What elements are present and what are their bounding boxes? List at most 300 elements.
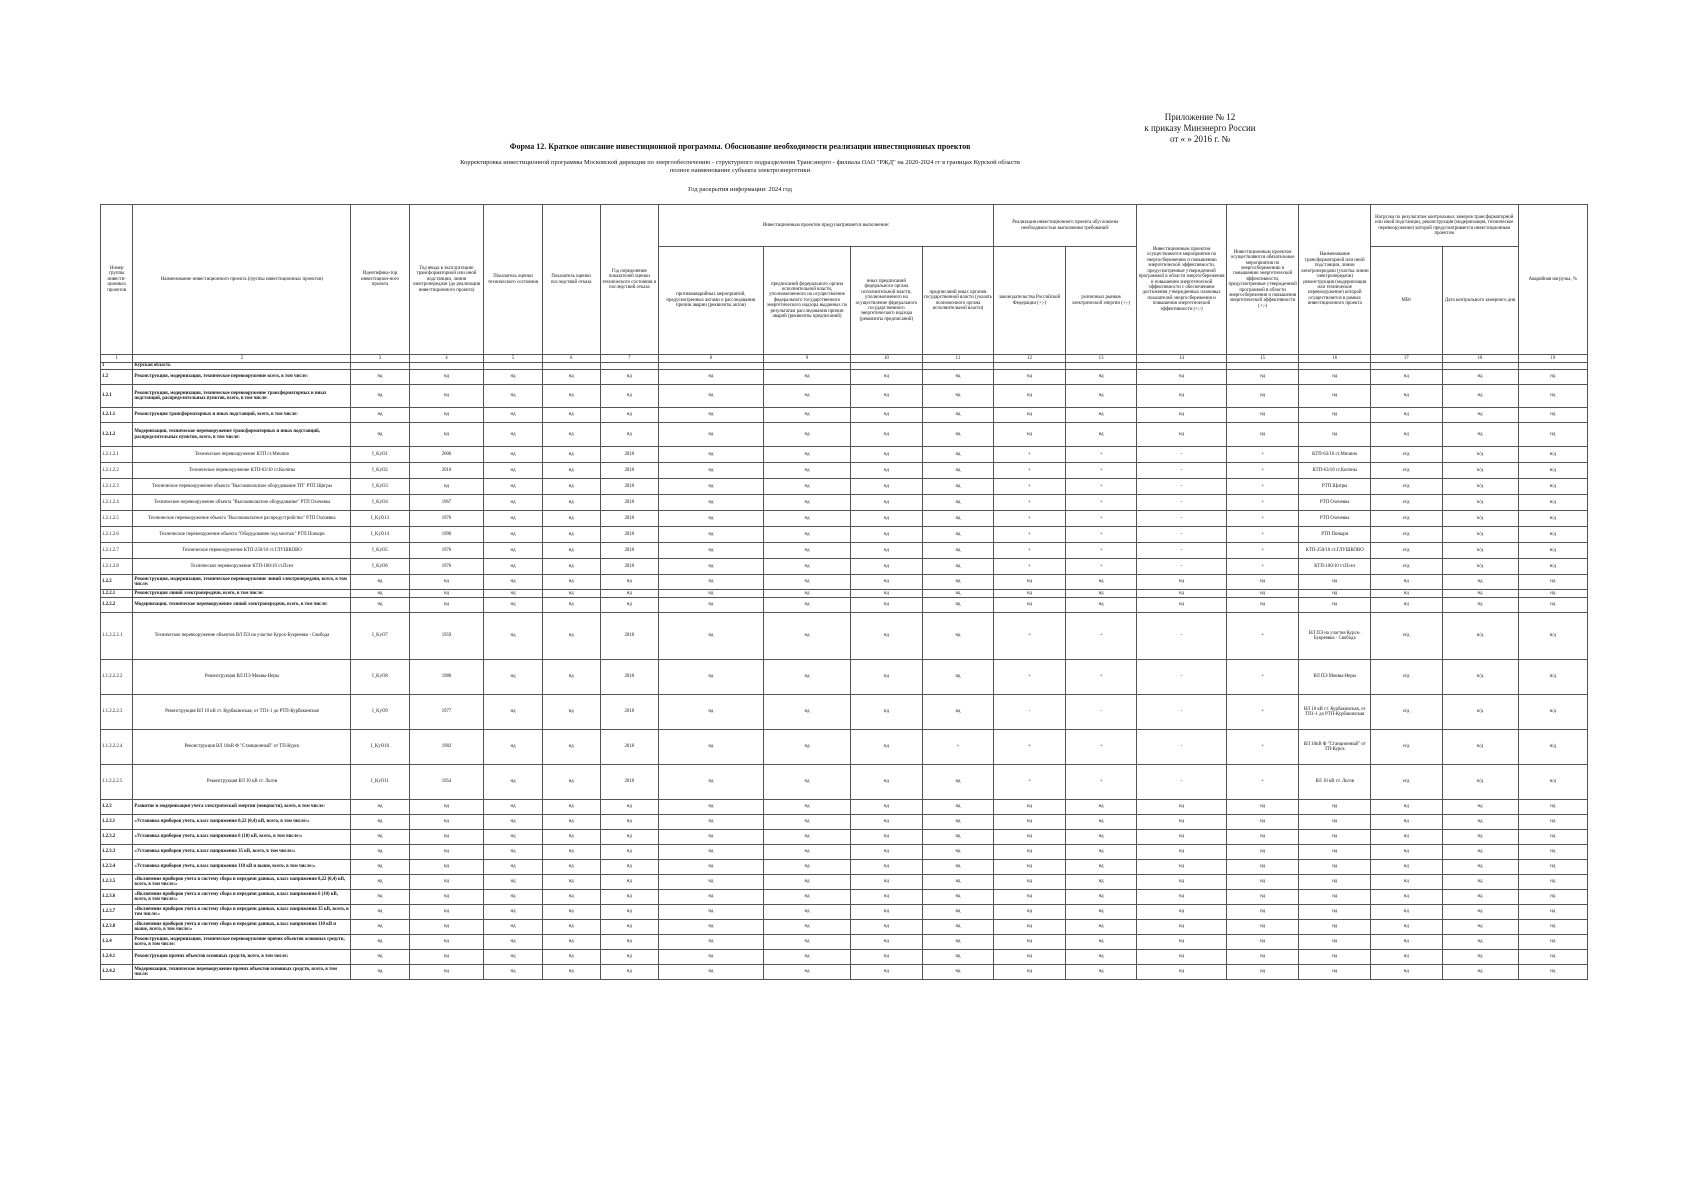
row-cell: нд bbox=[600, 920, 658, 935]
row-cell: нд bbox=[763, 905, 850, 920]
row-cell: нд bbox=[600, 815, 658, 830]
row-cell: нд bbox=[351, 890, 409, 905]
row-cell: н/д bbox=[1518, 730, 1587, 765]
row-cell: нд bbox=[1137, 598, 1226, 613]
row-cell: нд bbox=[484, 845, 542, 860]
row-cell: нд bbox=[922, 447, 994, 463]
row-cell: нд bbox=[1370, 965, 1442, 980]
row-cell bbox=[600, 363, 658, 370]
row-cell: нд bbox=[484, 613, 542, 660]
row-code: 1.2.1.2.8 bbox=[101, 559, 133, 575]
header-col13: розничных рынков электрической энергии (+;-) bbox=[1065, 247, 1137, 355]
row-cell: нд bbox=[658, 845, 763, 860]
row-cell: нд bbox=[851, 543, 923, 559]
row-cell: н/д bbox=[1518, 527, 1587, 543]
header-col14: Инвестиционным проектом осуществляются мероприятия по энергосбережению и повышению энергетической эффективности, предусмотренные утвержденной программой в области энергосбережения и повышения энергетической эффективности с обеспечением достижения утвержденных плановых показателей энергосбережения и повышения энергетической эффективности (+;-) bbox=[1137, 205, 1226, 355]
subtitle-line-2: полное наименование субъекта электроэнергетики bbox=[669, 167, 811, 174]
row-cell: 1967 bbox=[409, 495, 484, 511]
row-cell: н/д bbox=[1370, 765, 1442, 800]
row-cell: н/д bbox=[1518, 543, 1587, 559]
row-cell: - bbox=[1137, 613, 1226, 660]
row-cell: + bbox=[1226, 660, 1299, 695]
row-cell: нд bbox=[1226, 890, 1299, 905]
row-cell: нд bbox=[484, 935, 542, 950]
row-cell: + bbox=[1226, 730, 1299, 765]
row-cell: нд bbox=[851, 875, 923, 890]
column-number: 14 bbox=[1137, 355, 1226, 363]
row-cell: нд bbox=[1370, 598, 1442, 613]
row-cell: нд bbox=[994, 385, 1066, 408]
row-cell: нд bbox=[1518, 830, 1587, 845]
row-cell: нд bbox=[851, 730, 923, 765]
row-name: Реконструкция, модернизация, техническое перевооружение трансформаторных и иных подстанций, распределительных пунктов, всего, в том числе: bbox=[133, 385, 351, 408]
row-cell: н/д bbox=[1370, 660, 1442, 695]
row-cell: 1976 bbox=[409, 543, 484, 559]
row-cell: нд bbox=[484, 890, 542, 905]
row-cell: нд bbox=[922, 950, 994, 965]
row-cell: + bbox=[1065, 559, 1137, 575]
row-cell: нд bbox=[600, 905, 658, 920]
table-body bbox=[101, 363, 1588, 980]
row-cell: нд bbox=[994, 935, 1066, 950]
row-cell: нд bbox=[994, 965, 1066, 980]
row-code: 1.2.1 bbox=[101, 385, 133, 408]
row-code: 1.2.4.2 bbox=[101, 965, 133, 980]
row-cell: нд bbox=[484, 695, 542, 730]
row-cell: нд bbox=[922, 845, 994, 860]
row-cell: нд bbox=[658, 590, 763, 598]
row-cell: нд bbox=[851, 905, 923, 920]
row-cell: нд bbox=[658, 890, 763, 905]
row-cell: нд bbox=[1442, 965, 1518, 980]
row-cell: нд bbox=[1137, 815, 1226, 830]
row-cell: нд bbox=[600, 423, 658, 447]
row-cell: нд bbox=[484, 590, 542, 598]
row-cell: нд bbox=[351, 800, 409, 815]
row-cell: нд bbox=[763, 660, 850, 695]
row-cell: нд bbox=[922, 920, 994, 935]
row-code: 1.2.3.6 bbox=[101, 890, 133, 905]
row-cell: нд bbox=[922, 905, 994, 920]
row-cell: нд bbox=[600, 890, 658, 905]
row-cell: + bbox=[1226, 613, 1299, 660]
investment-table bbox=[100, 204, 1588, 980]
row-cell: + bbox=[994, 447, 1066, 463]
row-cell: нд bbox=[1518, 800, 1587, 815]
row-cell: нд bbox=[1299, 875, 1371, 890]
row-cell: + bbox=[994, 613, 1066, 660]
row-cell: нд bbox=[409, 575, 484, 590]
row-cell: нд bbox=[658, 730, 763, 765]
row-cell: - bbox=[1137, 447, 1226, 463]
row-cell: нд bbox=[658, 408, 763, 423]
row-cell: нд bbox=[922, 559, 994, 575]
row-cell: нд bbox=[1137, 920, 1226, 935]
row-cell: I_KyO9 bbox=[351, 695, 409, 730]
row-cell: + bbox=[994, 479, 1066, 495]
row-name: Техническое перевооружение объекта "Высоковольтное оборудование" РТП Охочевка bbox=[133, 495, 351, 511]
row-cell: нд bbox=[1442, 860, 1518, 875]
row-name: «Установка приборов учета, класс напряжения 35 кВ, всего, в том числе:» bbox=[133, 845, 351, 860]
row-cell: нд bbox=[994, 950, 1066, 965]
row-cell: нд bbox=[1442, 800, 1518, 815]
row-cell: - bbox=[1137, 543, 1226, 559]
row-cell: 2018 bbox=[600, 495, 658, 511]
row-cell: нд bbox=[1442, 598, 1518, 613]
row-cell: нд bbox=[542, 598, 600, 613]
table-row bbox=[101, 527, 1588, 543]
row-code: 1.2.1.2.3 bbox=[101, 479, 133, 495]
row-cell: - bbox=[1137, 511, 1226, 527]
row-cell: н/д bbox=[1518, 613, 1587, 660]
row-cell: нд bbox=[600, 935, 658, 950]
row-cell: нд bbox=[922, 800, 994, 815]
row-cell: нд bbox=[1137, 860, 1226, 875]
row-cell: нд bbox=[658, 860, 763, 875]
row-cell: нд bbox=[1299, 598, 1371, 613]
row-cell: н/д bbox=[1442, 495, 1518, 511]
table-row bbox=[101, 815, 1588, 830]
row-cell: нд bbox=[763, 575, 850, 590]
row-name: Модернизация, техническое перевооружение линий электропередачи, всего, в том числе: bbox=[133, 598, 351, 613]
row-cell: н/д bbox=[1442, 527, 1518, 543]
row-cell: нд bbox=[658, 598, 763, 613]
row-cell: нд bbox=[763, 920, 850, 935]
row-cell: нд bbox=[1137, 800, 1226, 815]
row-code: 1.2.3.8 bbox=[101, 920, 133, 935]
row-code: 1.2.1.2.1 bbox=[101, 447, 133, 463]
column-number: 5 bbox=[484, 355, 542, 363]
row-cell: нд bbox=[1226, 935, 1299, 950]
row-cell: нд bbox=[542, 890, 600, 905]
row-cell: нд bbox=[1370, 575, 1442, 590]
row-cell: нд bbox=[658, 423, 763, 447]
row-cell: нд bbox=[600, 598, 658, 613]
row-cell: нд bbox=[851, 590, 923, 598]
row-cell: нд bbox=[1065, 370, 1137, 385]
header-failure-risk: Показатель оценки последствий отказа bbox=[542, 205, 600, 355]
row-cell bbox=[994, 363, 1066, 370]
row-cell: 2018 bbox=[600, 559, 658, 575]
row-name: Модернизация, техническое перевооружение трансформаторных и иных подстанций, распределительных пунктов, всего, в том числе: bbox=[133, 423, 351, 447]
row-cell: 2018 bbox=[600, 695, 658, 730]
row-cell: н/д bbox=[1518, 695, 1587, 730]
row-name: Техническое перевооружение объекта "Оборудование под монтаж" РТП Поныри bbox=[133, 527, 351, 543]
row-cell: нд bbox=[851, 660, 923, 695]
row-cell: нд bbox=[409, 598, 484, 613]
row-cell: нд bbox=[484, 905, 542, 920]
row-cell: 1970 bbox=[409, 511, 484, 527]
row-cell: н/д bbox=[1442, 730, 1518, 765]
row-cell: нд bbox=[658, 695, 763, 730]
row-cell: нд bbox=[1442, 875, 1518, 890]
row-cell: нд bbox=[409, 423, 484, 447]
row-name: Реконструкция ВЛ 10 кВ ст. Льгов bbox=[133, 765, 351, 800]
row-cell: нд bbox=[658, 765, 763, 800]
row-cell: нд bbox=[994, 590, 1066, 598]
row-cell: нд bbox=[484, 385, 542, 408]
row-cell: нд bbox=[1518, 598, 1587, 613]
row-cell: нд bbox=[922, 935, 994, 950]
row-cell: нд bbox=[851, 447, 923, 463]
row-code: 1.1.2.2.2.5 bbox=[101, 765, 133, 800]
row-cell: нд bbox=[763, 423, 850, 447]
row-cell: нд bbox=[484, 875, 542, 890]
row-cell: + bbox=[1065, 543, 1137, 559]
row-cell: - bbox=[1137, 765, 1226, 800]
form-subtitle bbox=[360, 159, 1120, 175]
row-cell: нд bbox=[600, 845, 658, 860]
row-cell: нд bbox=[542, 905, 600, 920]
row-cell: нд bbox=[658, 935, 763, 950]
form-title: Форма 12. Краткое описание инвестиционной программы. Обоснование необходимости реализации инвестиционных проектов bbox=[509, 142, 971, 151]
table-row bbox=[101, 613, 1588, 660]
row-name: «Установка приборов учета, класс напряжения 6 (10) кВ, всего, в том числе:» bbox=[133, 830, 351, 845]
row-cell: нд bbox=[1137, 590, 1226, 598]
row-cell: н/д bbox=[1518, 447, 1587, 463]
row-cell: нд bbox=[1065, 905, 1137, 920]
row-cell: нд bbox=[658, 370, 763, 385]
table-row bbox=[101, 950, 1588, 965]
row-code: 1.2.3.7 bbox=[101, 905, 133, 920]
row-cell: н/д bbox=[1370, 695, 1442, 730]
row-cell: нд bbox=[994, 920, 1066, 935]
row-cell: 2018 bbox=[600, 479, 658, 495]
row-cell: I_KyO2 bbox=[351, 463, 409, 479]
row-cell: нд bbox=[763, 463, 850, 479]
column-number: 10 bbox=[851, 355, 923, 363]
row-cell: нд bbox=[409, 385, 484, 408]
row-name: Реконструкция ВЛ ПЭ Моквы-Неры bbox=[133, 660, 351, 695]
row-cell: н/д bbox=[1442, 463, 1518, 479]
row-cell: нд bbox=[409, 860, 484, 875]
header-tech-state: Показатель оценки технического состояния bbox=[484, 205, 542, 355]
row-cell bbox=[922, 363, 994, 370]
row-name: Техническое перевооружение КТП ст.Мичино bbox=[133, 447, 351, 463]
row-cell: нд bbox=[851, 830, 923, 845]
row-cell: нд bbox=[763, 950, 850, 965]
row-cell: нд bbox=[922, 511, 994, 527]
row-cell: нд bbox=[658, 830, 763, 845]
row-cell: - bbox=[1137, 495, 1226, 511]
row-code: 1.2.3.5 bbox=[101, 875, 133, 890]
row-cell: нд bbox=[542, 511, 600, 527]
row-cell: нд bbox=[600, 385, 658, 408]
row-cell: - bbox=[994, 695, 1066, 730]
table-row bbox=[101, 408, 1588, 423]
row-cell: РТП Щигры bbox=[1299, 479, 1371, 495]
row-cell: 1990 bbox=[409, 527, 484, 543]
row-cell: нд bbox=[1370, 423, 1442, 447]
column-number: 19 bbox=[1518, 355, 1587, 363]
row-cell: нд bbox=[600, 590, 658, 598]
row-cell: нд bbox=[1370, 920, 1442, 935]
column-number: 3 bbox=[351, 355, 409, 363]
row-name: «Включение приборов учета в систему сбора и передачи данных, класс напряжения 6 (10) кВ, всего, в том числе:» bbox=[133, 890, 351, 905]
row-cell: нд bbox=[994, 423, 1066, 447]
row-cell: нд bbox=[1370, 875, 1442, 890]
row-cell: н/д bbox=[1442, 660, 1518, 695]
row-cell: нд bbox=[409, 935, 484, 950]
row-cell: н/д bbox=[1370, 479, 1442, 495]
row-name: «Установка приборов учета, класс напряжения 110 кВ и выше, всего, в том числе:» bbox=[133, 860, 351, 875]
row-cell: + bbox=[1065, 447, 1137, 463]
row-cell: нд bbox=[922, 613, 994, 660]
row-cell: нд bbox=[1370, 830, 1442, 845]
header-col16: Наименование трансформаторной или иной подстанции, линии электропередачи (участка линии электропередачи) реконструкция (модернизация или техническое перевооружение) которой осуществляется в рамках инвестиционного проекта bbox=[1299, 205, 1371, 355]
table-row bbox=[101, 423, 1588, 447]
table-row bbox=[101, 860, 1588, 875]
row-cell: нд bbox=[1518, 423, 1587, 447]
row-cell: нд bbox=[922, 408, 994, 423]
row-cell: нд bbox=[542, 590, 600, 598]
table-row bbox=[101, 543, 1588, 559]
row-cell: + bbox=[1065, 765, 1137, 800]
row-cell: нд bbox=[542, 730, 600, 765]
row-cell: нд bbox=[658, 543, 763, 559]
row-cell: н/д bbox=[1442, 479, 1518, 495]
row-cell: нд bbox=[1518, 935, 1587, 950]
row-name: Техническое перевооружение КТП-63/10 ст.Колпны bbox=[133, 463, 351, 479]
row-cell: нд bbox=[658, 965, 763, 980]
row-cell: нд bbox=[351, 860, 409, 875]
row-cell: 2018 bbox=[600, 527, 658, 543]
row-cell: нд bbox=[922, 479, 994, 495]
row-cell: нд bbox=[484, 950, 542, 965]
row-cell: нд bbox=[1065, 890, 1137, 905]
row-cell: - bbox=[1137, 559, 1226, 575]
row-cell: 2018 bbox=[600, 765, 658, 800]
header-col17: МВт bbox=[1370, 247, 1442, 355]
table-row bbox=[101, 935, 1588, 950]
row-cell: нд bbox=[922, 830, 994, 845]
row-name: Развитие и модернизация учета электрической энергии (мощности), всего, в том числе: bbox=[133, 800, 351, 815]
row-cell: нд bbox=[1518, 385, 1587, 408]
row-cell: нд bbox=[1137, 830, 1226, 845]
row-cell: нд bbox=[484, 860, 542, 875]
row-cell: нд bbox=[763, 479, 850, 495]
row-cell: н/д bbox=[1370, 463, 1442, 479]
row-cell: нд bbox=[542, 800, 600, 815]
row-cell: РТП Поныри bbox=[1299, 527, 1371, 543]
row-cell: нд bbox=[1226, 385, 1299, 408]
row-code: 1.2.4.1 bbox=[101, 950, 133, 965]
header-implements-group: Инвестиционным проектом предусматривается выполнение: bbox=[658, 205, 993, 247]
row-cell: нд bbox=[922, 598, 994, 613]
appendix-line-2: к приказу Минэнерго России bbox=[1144, 123, 1256, 133]
row-cell: н/д bbox=[1370, 559, 1442, 575]
row-cell: нд bbox=[542, 527, 600, 543]
row-cell: нд bbox=[542, 559, 600, 575]
row-cell: нд bbox=[484, 495, 542, 511]
row-cell: нд bbox=[994, 845, 1066, 860]
header-col15: Инвестиционным проектом осуществляются обязательные мероприятия по энергосбережению и повышению энергетической эффективности, предусмотренные утвержденной программой в области энергосбережения и повышения энергетической эффективности (+;-) bbox=[1226, 205, 1299, 355]
row-cell: нд bbox=[1226, 920, 1299, 935]
row-cell: нд bbox=[1370, 408, 1442, 423]
row-code: 1.2.2.1 bbox=[101, 590, 133, 598]
row-cell: + bbox=[994, 495, 1066, 511]
row-name: «Включение приборов учета в систему сбора и передачи данных, класс напряжения 35 кВ, всего, в том числе:» bbox=[133, 905, 351, 920]
row-cell: нд bbox=[484, 730, 542, 765]
row-cell: нд bbox=[484, 965, 542, 980]
row-cell: нд bbox=[409, 890, 484, 905]
row-cell: нд bbox=[600, 830, 658, 845]
row-cell: нд bbox=[994, 890, 1066, 905]
row-cell bbox=[1299, 363, 1371, 370]
row-cell: нд bbox=[763, 875, 850, 890]
appendix-line-3: от « » 2016 г. № bbox=[1169, 134, 1231, 144]
row-cell: нд bbox=[658, 385, 763, 408]
row-cell: н/д bbox=[1442, 613, 1518, 660]
row-cell: нд bbox=[1299, 950, 1371, 965]
row-cell: нд bbox=[922, 575, 994, 590]
table-row bbox=[101, 965, 1588, 980]
row-name: Техническое перевооружение объекта "Высоковольтное оборудование ТП" РТП Щигры bbox=[133, 479, 351, 495]
table-row bbox=[101, 363, 1588, 370]
row-cell: нд bbox=[763, 860, 850, 875]
row-cell: нд bbox=[763, 815, 850, 830]
row-cell: ВЛ 10 кВ ст. Льгов bbox=[1299, 765, 1371, 800]
row-cell: + bbox=[1065, 463, 1137, 479]
row-cell: нд bbox=[1442, 815, 1518, 830]
row-name: Техническое перевооружение объектов ВЛ ПЭ на участке Курск-Букреевка - Свобода bbox=[133, 613, 351, 660]
row-cell bbox=[763, 363, 850, 370]
row-cell: нд bbox=[351, 423, 409, 447]
row-cell: нд bbox=[851, 920, 923, 935]
row-cell: нд bbox=[922, 385, 994, 408]
row-cell: нд bbox=[484, 598, 542, 613]
row-cell: нд bbox=[763, 370, 850, 385]
row-cell: нд bbox=[600, 575, 658, 590]
row-cell: нд bbox=[484, 543, 542, 559]
row-cell: нд bbox=[542, 613, 600, 660]
row-cell: нд bbox=[1065, 845, 1137, 860]
row-cell: + bbox=[1065, 613, 1137, 660]
row-cell: ВЛ ПЭ Моквы-Неры bbox=[1299, 660, 1371, 695]
row-cell: нд bbox=[658, 660, 763, 695]
row-cell: н/д bbox=[1442, 695, 1518, 730]
row-cell: нд bbox=[994, 800, 1066, 815]
row-cell: нд bbox=[542, 463, 600, 479]
row-cell: нд bbox=[922, 695, 994, 730]
row-cell: нд bbox=[851, 890, 923, 905]
row-name: Реконструкция, модернизация, техническое перевооружение всего, в том числе: bbox=[133, 370, 351, 385]
row-cell: нд bbox=[351, 830, 409, 845]
row-cell: н/д bbox=[1442, 543, 1518, 559]
row-cell: нд bbox=[922, 660, 994, 695]
row-cell: нд bbox=[351, 815, 409, 830]
row-cell: нд bbox=[1137, 575, 1226, 590]
row-cell: нд bbox=[851, 950, 923, 965]
row-cell: ВЛ 10 кВ ст. Курбакинская, от ТП1-1 до РТП-Курбакинская bbox=[1299, 695, 1371, 730]
row-cell: РТП Охочевка bbox=[1299, 495, 1371, 511]
row-cell: нд bbox=[1065, 920, 1137, 935]
row-cell: н/д bbox=[1518, 463, 1587, 479]
row-cell: нд bbox=[1226, 423, 1299, 447]
row-cell: н/д bbox=[1442, 511, 1518, 527]
row-cell: + bbox=[1226, 543, 1299, 559]
header-col12: законодательства Российской Федерации (+;-) bbox=[994, 247, 1066, 355]
table-row bbox=[101, 800, 1588, 815]
row-cell: нд bbox=[994, 860, 1066, 875]
header-col8: противоаварийных мероприятий, предусмотренных актами о расследовании причин аварии (реквизиты актов) bbox=[658, 247, 763, 355]
row-cell: нд bbox=[1299, 965, 1371, 980]
row-cell: нд bbox=[600, 408, 658, 423]
row-cell: 2018 bbox=[600, 463, 658, 479]
column-number: 12 bbox=[994, 355, 1066, 363]
row-cell: нд bbox=[1518, 370, 1587, 385]
row-code: 1.1.2.2.2.4 bbox=[101, 730, 133, 765]
